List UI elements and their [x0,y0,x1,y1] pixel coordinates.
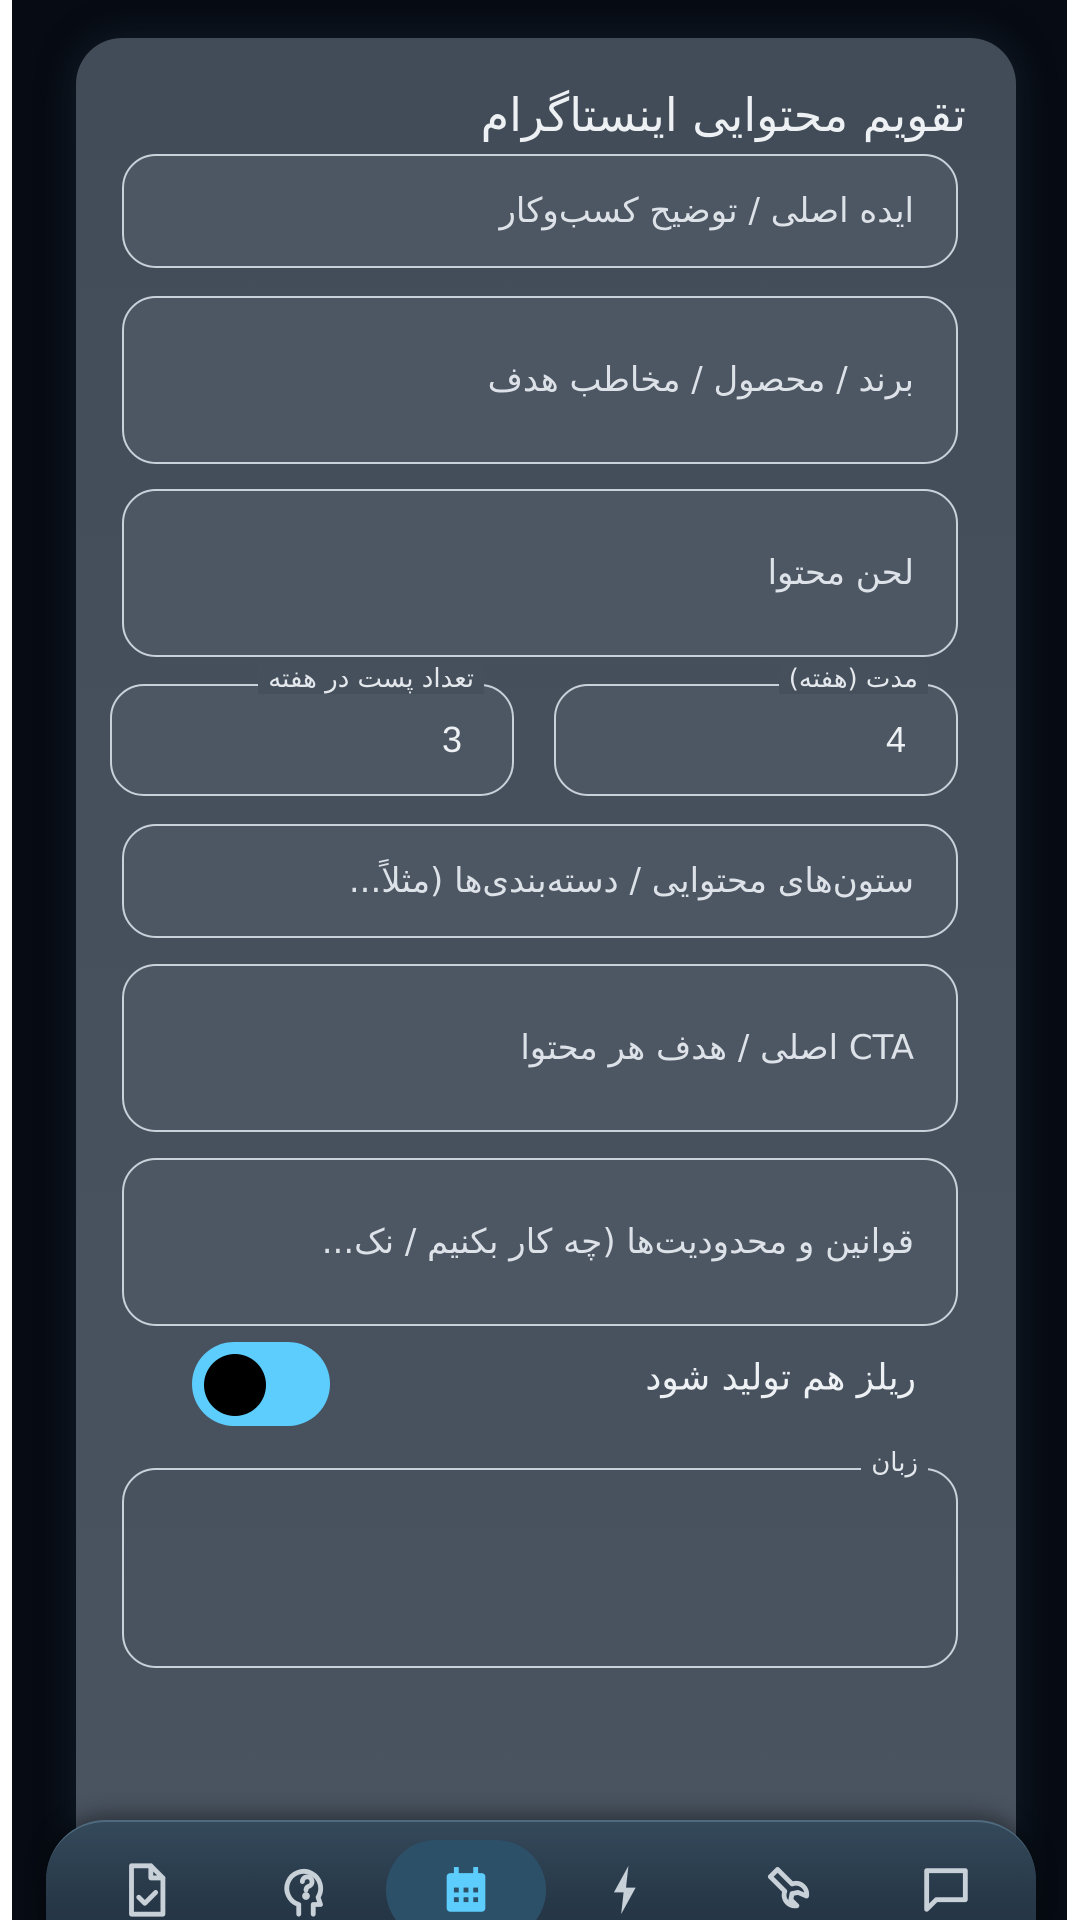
cta-goal-placeholder: CTA اصلی / هدف هر محتوا [520,1028,914,1068]
rules-constraints-placeholder: قوانین و محدودیت‌ها (چه کار بکنیم / نک... [321,1222,914,1262]
rules-constraints-input[interactable] [122,1158,958,1326]
page-title: تقویم محتوایی اینستاگرام [480,88,966,142]
toggle-knob [204,1354,266,1416]
cta-goal-input[interactable] [122,964,958,1132]
document-check-icon [117,1861,175,1919]
duration-value: 4 [885,719,906,760]
main-idea-input[interactable] [122,154,958,268]
reels-toggle-switch[interactable] [192,1342,330,1426]
posts-per-week-input[interactable] [110,664,514,796]
nav-head-question[interactable] [226,1840,386,1920]
wrench-icon [757,1861,815,1919]
bottom-navigation [46,1820,1036,1920]
lightning-icon [597,1861,655,1919]
nav-lightning[interactable] [546,1840,706,1920]
duration-weeks-input[interactable] [554,664,958,796]
reels-toggle-row [122,1328,958,1428]
content-tone-input[interactable] [122,489,958,657]
content-pillars-placeholder: ستون‌های محتوایی / دسته‌بندی‌ها (مثلاً... [348,861,914,901]
content-pillars-input[interactable] [122,824,958,938]
form-card [76,38,1016,1920]
nav-wrench[interactable] [706,1840,866,1920]
calendar-icon [437,1861,495,1919]
posts-per-week-value: 3 [441,719,462,760]
duration-label: مدت (هفته) [779,664,928,694]
content-tone-placeholder: لحن محتوا [767,553,914,593]
language-select[interactable] [122,1448,958,1668]
nav-calendar[interactable] [386,1840,546,1920]
chat-bubble-icon [917,1861,975,1919]
main-idea-placeholder: ایده اصلی / توضیح کسب‌وکار [499,191,914,231]
nav-chat[interactable] [866,1840,1026,1920]
brand-audience-placeholder: برند / محصول / مخاطب هدف [487,360,914,400]
language-label: زبان [861,1448,928,1478]
head-question-icon [277,1861,335,1919]
reels-toggle-label: ریلز هم تولید شود [645,1357,916,1399]
posts-per-week-label: تعداد پست در هفته [258,664,484,694]
app-screen [12,0,1067,1920]
nav-document-check[interactable] [66,1840,226,1920]
brand-audience-input[interactable] [122,296,958,464]
